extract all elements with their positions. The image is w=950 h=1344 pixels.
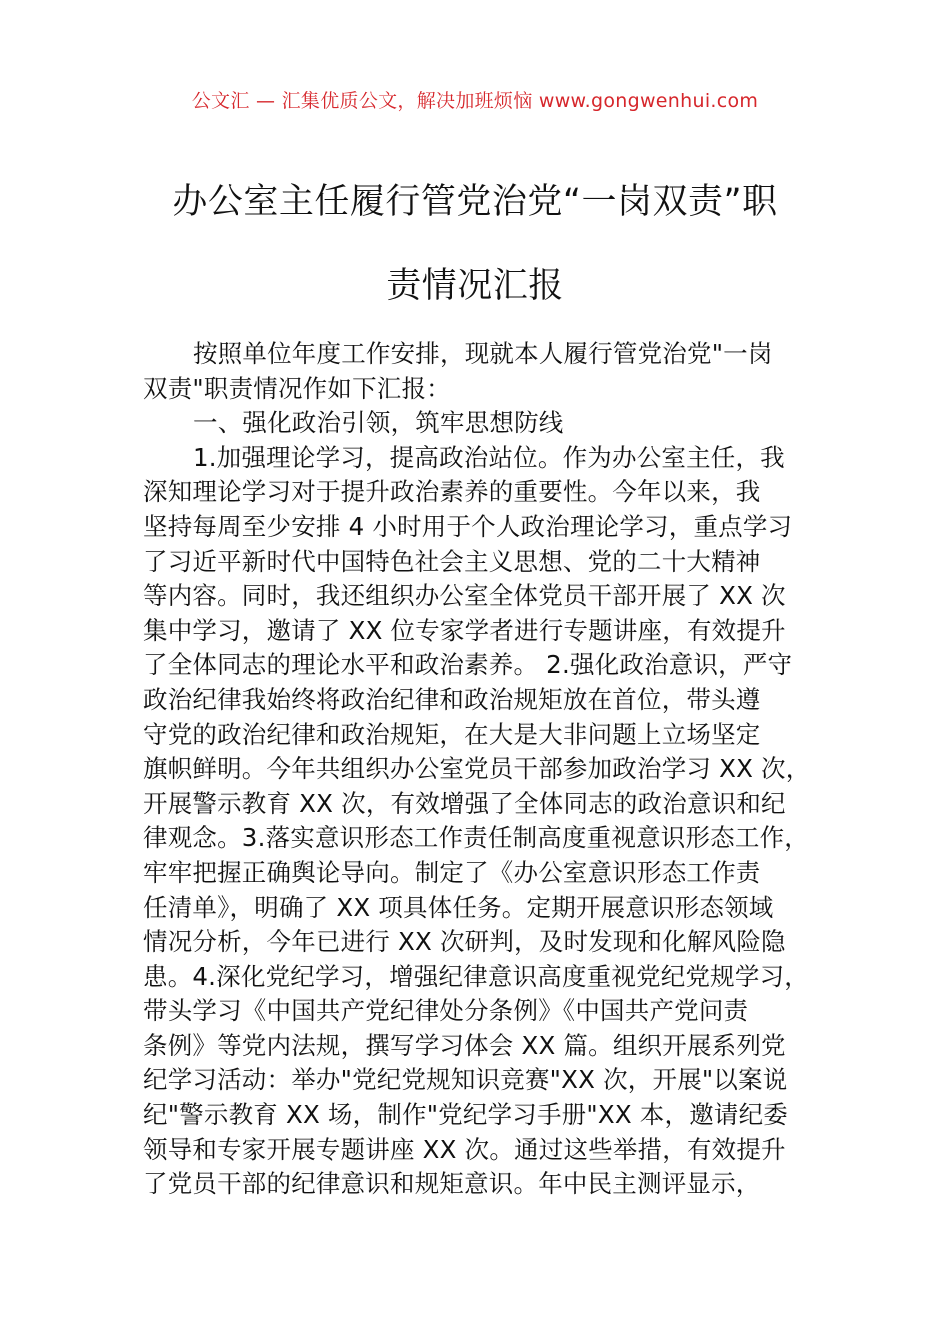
body-line: 守党的政治纪律和政治规矩，在大是大非问题上立场坚定 <box>143 719 761 749</box>
body-line: 集中学习，邀请了 XX 位专家学者进行专题讲座，有效提升 <box>143 615 786 645</box>
title-line-1: 办公室主任履行管党治党“一岗双责”职 <box>172 182 778 222</box>
body-line: 按照单位年度工作安排，现就本人履行管党治党"一岗 <box>193 339 773 368</box>
header-banner: 公文汇 — 汇集优质公文，解决加班烦恼 www.gongwenhui.com <box>191 90 759 112</box>
body-line: 了全体同志的理论水平和政治素养。 2.强化政治意识，严守 <box>143 650 793 680</box>
body-line: 纪学习活动：举办"党纪党规知识竞赛"XX 次，开展"以案说 <box>143 1065 788 1095</box>
document-title <box>110 160 840 328</box>
section-heading: 一、强化政治引领，筑牢思想防线 <box>193 408 564 438</box>
body-line: 了党员干部的纪律意识和规矩意识。年中民主测评显示， <box>143 1169 761 1199</box>
body-line: 情况分析，今年已进行 XX 次研判，及时发现和化解风险隐 <box>143 927 786 957</box>
body-line: 任清单》，明确了 XX 项具体任务。定期开展意识形态领域 <box>143 892 774 922</box>
body-line: 深知理论学习对于提升政治素养的重要性。今年以来，我 <box>143 477 761 507</box>
body-line: 条例》等党内法规，撰写学习体会 XX 篇。组织开展系列党 <box>143 1030 786 1060</box>
body-line: 律观念。3.落实意识形态工作责任制高度重视意识形态工作， <box>143 823 809 853</box>
body-line: 坚持每周至少安排 4 小时用于个人政治理论学习，重点学习 <box>143 511 793 541</box>
body-line: 带头学习《中国共产党纪律处分条例》《中国共产党问责 <box>143 996 749 1026</box>
body-line: 了习近平新时代中国特色社会主义思想、党的二十大精神 <box>143 546 761 576</box>
body-line: 双责"职责情况作如下汇报： <box>143 373 451 403</box>
body-line: 牢牢把握正确舆论导向。制定了《办公室意识形态工作责 <box>143 857 761 887</box>
document-body <box>143 337 823 1202</box>
body-line: 患。4.深化党纪学习，增强纪律意识高度重视党纪党规学习， <box>143 961 809 991</box>
title-line-2: 责情况汇报 <box>386 266 564 306</box>
body-line: 等内容。同时，我还组织办公室全体党员干部开展了 XX 次 <box>143 581 786 611</box>
body-line: 纪"警示教育 XX 场，制作"党纪学习手册"XX 本，邀请纪委 <box>143 1100 789 1130</box>
body-line: 开展警示教育 XX 次，有效增强了全体同志的政治意识和纪 <box>143 788 786 818</box>
body-line: 旗帜鲜明。今年共组织办公室党员干部参加政治学习 XX 次， <box>143 754 811 784</box>
body-line: 1.加强理论学习，提高政治站位。作为办公室主任，我 <box>193 442 785 472</box>
body-line: 政治纪律我始终将政治纪律和政治规矩放在首位，带头遵 <box>143 684 761 714</box>
body-line: 领导和专家开展专题讲座 XX 次。通过这些举措，有效提升 <box>143 1134 786 1164</box>
